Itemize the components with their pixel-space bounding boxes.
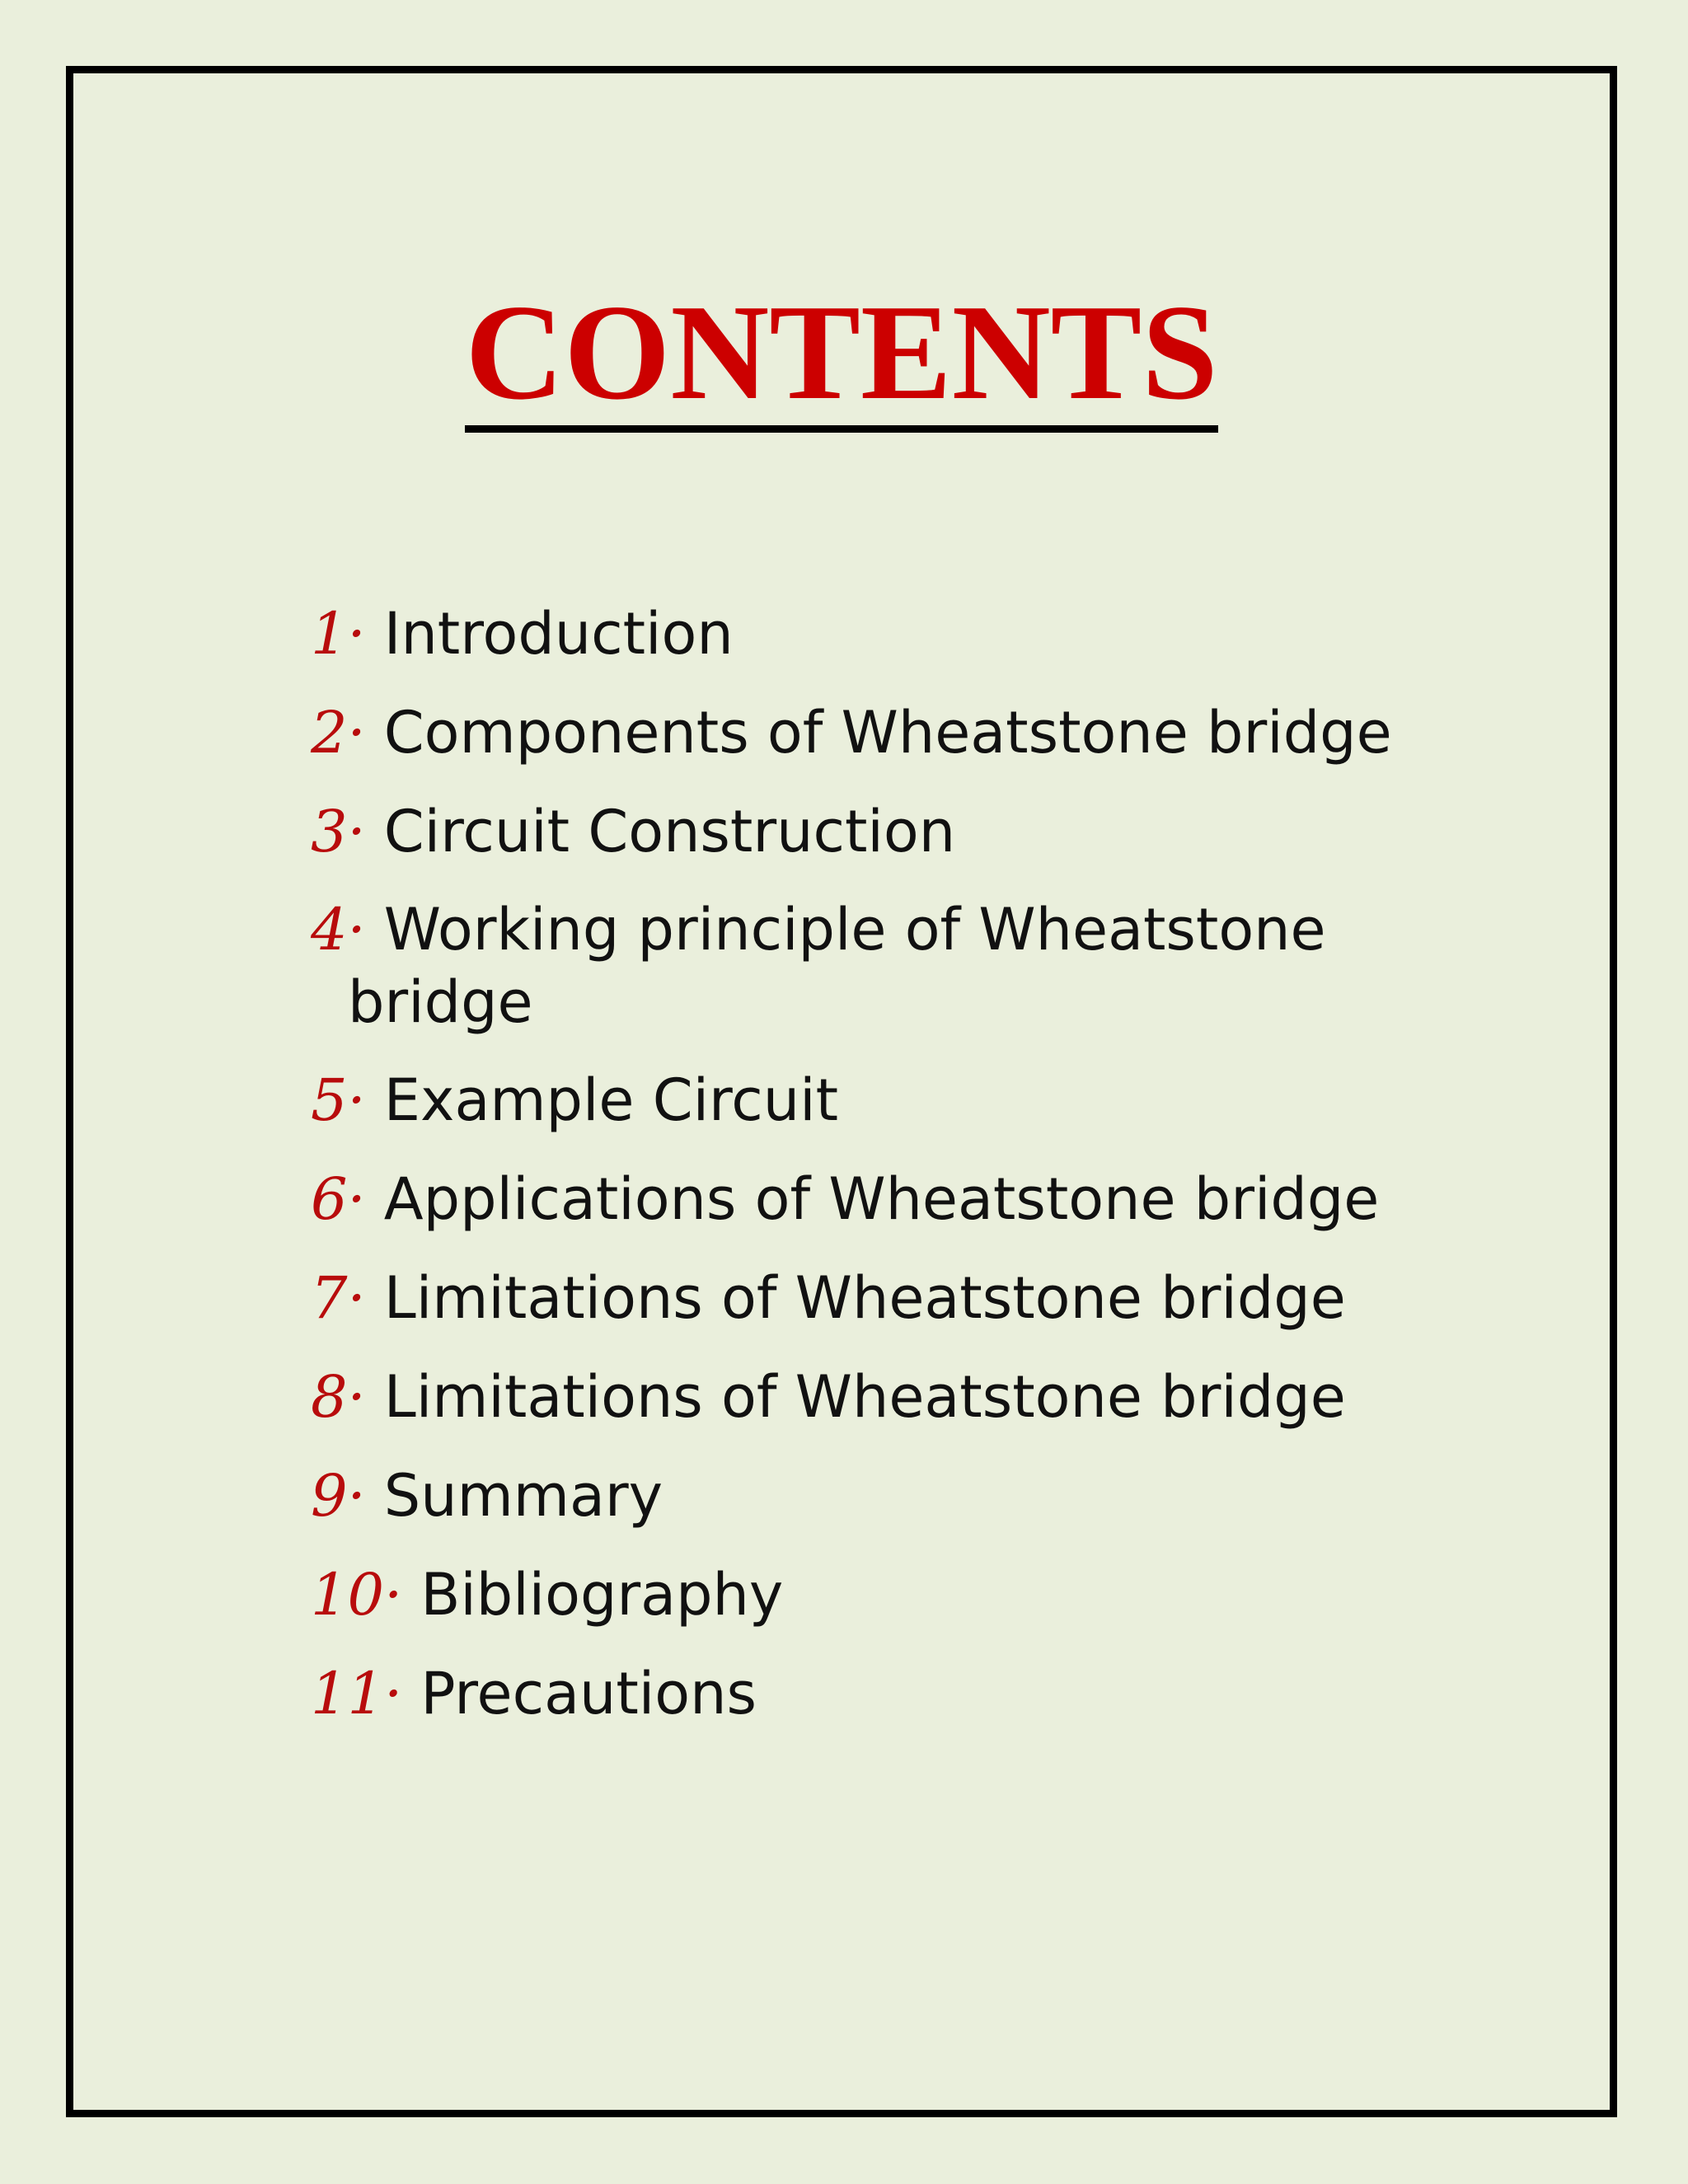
item-text: Limitations of Wheatstone bridge [383,1363,1346,1431]
item-text: Bibliography [420,1561,784,1629]
item-number: 4· [311,896,366,963]
page-title [73,276,1610,433]
contents-item [311,1459,1547,1533]
item-text: Applications of Wheatstone bridge [383,1165,1380,1233]
item-text: Circuit Construction [383,798,956,865]
item-number: 8· [311,1363,366,1431]
contents-item [311,597,1547,671]
item-text: Components of Wheatstone bridge [383,699,1392,766]
contents-item [311,1162,1547,1236]
contents-item [311,1360,1547,1434]
item-text: Precautions [420,1660,757,1727]
contents-item [311,1657,1547,1731]
contents-item [311,1261,1547,1335]
item-number: 3· [311,798,366,865]
contents-item [311,1063,1547,1137]
contents-item [311,1558,1547,1632]
contents-item [311,794,1547,869]
item-text: Example Circuit [383,1066,839,1134]
item-number: 1· [311,600,366,668]
item-number: 7· [311,1264,366,1332]
item-text: Limitations of Wheatstone bridge [383,1264,1346,1332]
item-number: 11· [311,1660,403,1727]
item-number: 10· [311,1561,403,1629]
item-number: 5· [311,1066,366,1134]
item-text-continuation: bridge [348,968,533,1036]
contents-item [311,696,1547,770]
item-number: 2· [311,699,366,766]
contents-item [311,893,1547,1038]
item-text: Summary [383,1462,663,1530]
contents-list [311,597,1547,1755]
item-number: 6· [311,1165,366,1233]
item-text: Working principle of Wheatstone [383,896,1326,963]
item-number: 9· [311,1462,366,1530]
page-title-text: CONTENTS [465,284,1217,433]
page-border-frame [66,66,1617,2117]
item-text: Introduction [383,600,734,668]
